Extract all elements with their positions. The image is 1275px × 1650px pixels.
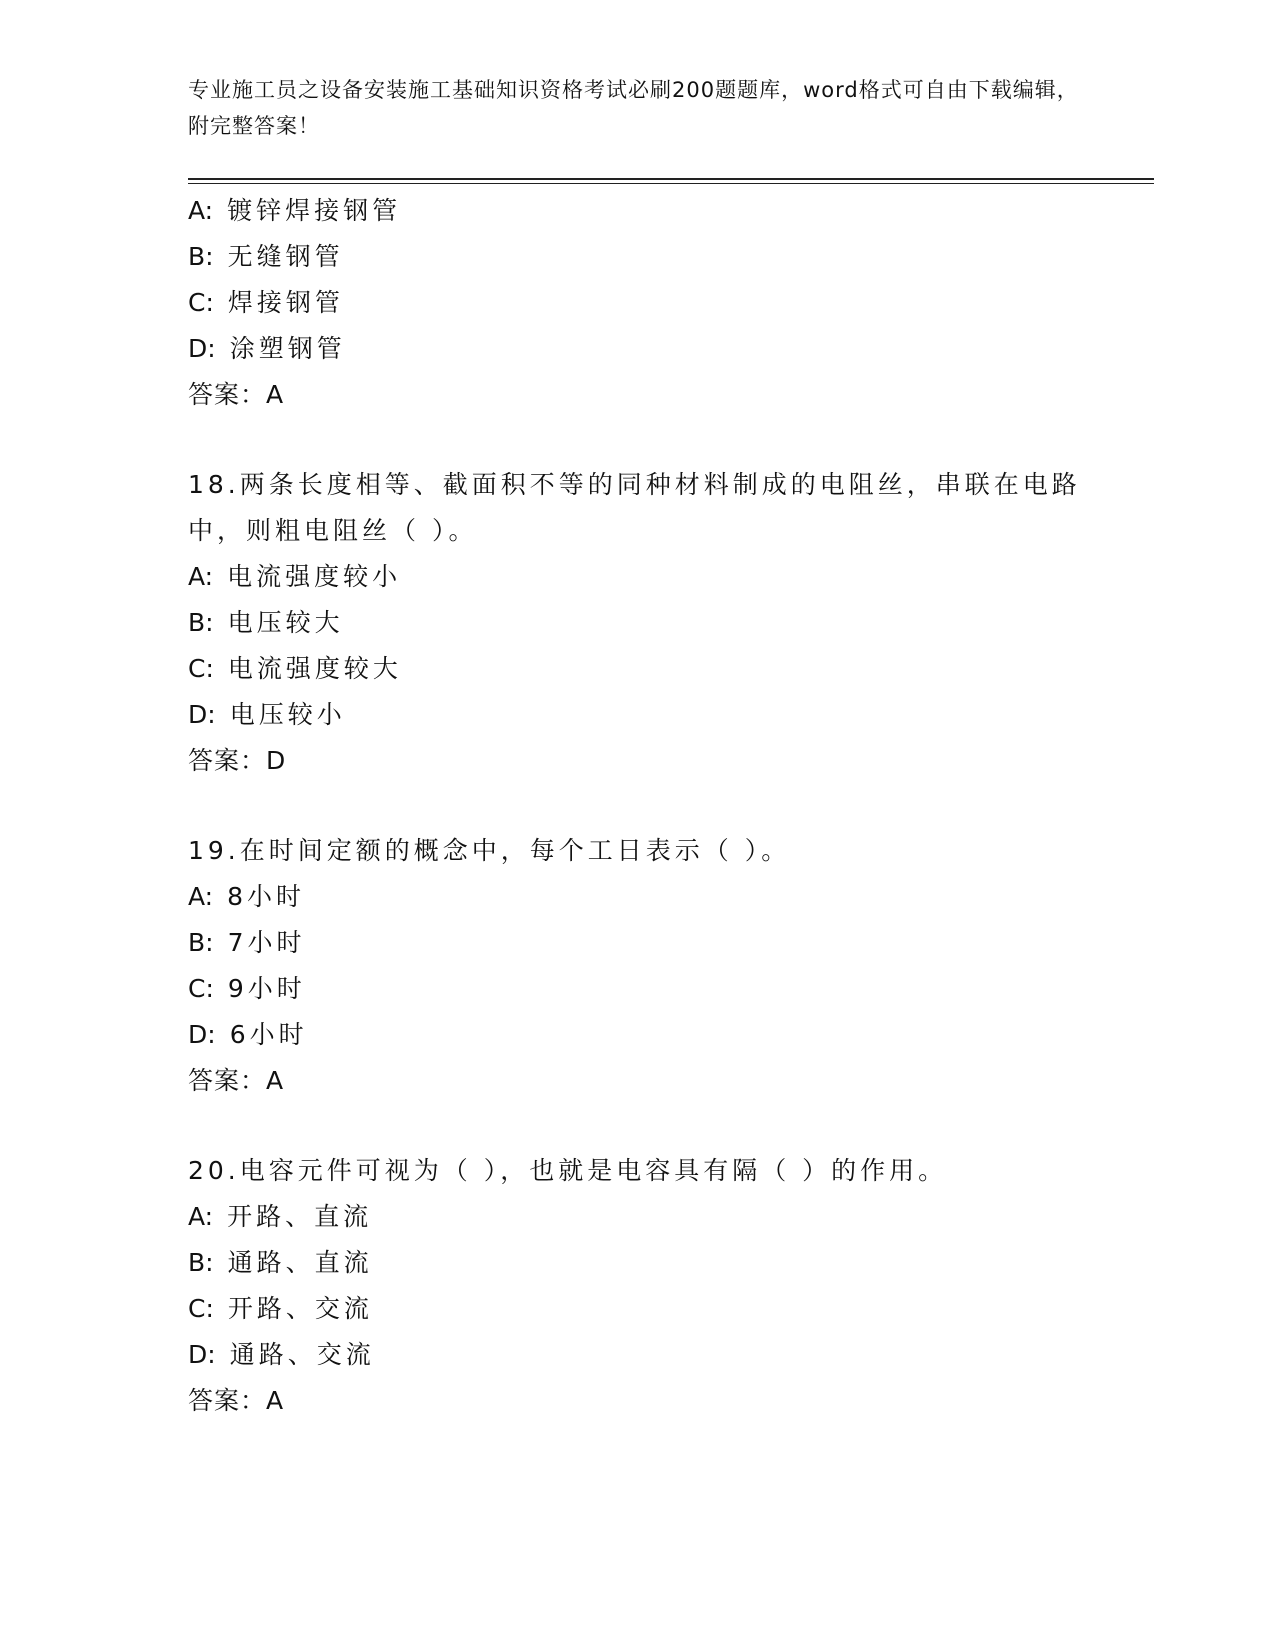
document-header: 专业施工员之设备安装施工基础知识资格考试必刷200题题库，word格式可自由下载编辑，附完整答案！ — [188, 78, 1079, 138]
question-17-continued — [188, 188, 1088, 418]
spacer — [188, 1104, 1088, 1148]
option-letter: A: — [188, 562, 214, 591]
question-18 — [188, 462, 1088, 784]
question-list — [188, 188, 1088, 1424]
option-letter: C: — [188, 974, 214, 1003]
option-letter: A: — [188, 1202, 214, 1231]
option-a — [188, 874, 1088, 920]
option-c — [188, 280, 1088, 326]
option-text: 6小时 — [229, 1020, 308, 1049]
option-letter: D: — [188, 334, 216, 363]
option-letter: D: — [188, 700, 216, 729]
option-letter: D: — [188, 1020, 216, 1049]
option-text: 开路、直流 — [227, 1202, 373, 1231]
option-d — [188, 692, 1088, 738]
option-text: 通路、直流 — [227, 1248, 373, 1277]
option-a — [188, 188, 1088, 234]
option-text: 开路、交流 — [227, 1294, 373, 1323]
option-letter: A: — [188, 882, 214, 911]
option-a — [188, 554, 1088, 600]
spacer — [188, 418, 1088, 462]
option-c — [188, 1286, 1088, 1332]
option-text: 通路、交流 — [229, 1340, 375, 1369]
answer-line: 答案：A — [188, 380, 285, 409]
option-text: 电流强度较小 — [227, 562, 402, 591]
header-divider-thick — [188, 178, 1154, 180]
question-stem: 19.在时间定额的概念中，每个工日表示（ ）。 — [188, 836, 791, 865]
option-letter: B: — [188, 608, 214, 637]
option-letter: A: — [188, 196, 214, 225]
option-text: 镀锌焊接钢管 — [227, 196, 402, 225]
option-text: 涂塑钢管 — [229, 334, 346, 363]
question-stem: 18.两条长度相等、截面积不等的同种材料制成的电阻丝，串联在电路中，则粗电阻丝（ ）。 — [188, 470, 1081, 545]
option-letter: B: — [188, 928, 214, 957]
option-d — [188, 1012, 1088, 1058]
option-text: 8小时 — [227, 882, 305, 911]
answer-line: 答案：A — [188, 1066, 285, 1095]
option-letter: C: — [188, 1294, 214, 1323]
option-c — [188, 646, 1088, 692]
header-divider-thin — [188, 183, 1154, 184]
option-letter: D: — [188, 1340, 216, 1369]
answer-line: 答案：D — [188, 746, 287, 775]
option-a — [188, 1194, 1088, 1240]
spacer — [188, 784, 1088, 828]
option-letter: B: — [188, 242, 214, 271]
option-text: 无缝钢管 — [227, 242, 344, 271]
option-c — [188, 966, 1088, 1012]
option-b — [188, 920, 1088, 966]
option-text: 焊接钢管 — [227, 288, 344, 317]
question-stem: 20.电容元件可视为（ ），也就是电容具有隔（ ）的作用。 — [188, 1156, 948, 1185]
option-b — [188, 234, 1088, 280]
option-letter: C: — [188, 654, 214, 683]
option-letter: B: — [188, 1248, 214, 1277]
option-d — [188, 1332, 1088, 1378]
option-d — [188, 326, 1088, 372]
question-20 — [188, 1148, 1088, 1424]
option-b — [188, 1240, 1088, 1286]
question-19 — [188, 828, 1088, 1104]
option-text: 电流强度较大 — [227, 654, 402, 683]
option-text: 电压较大 — [227, 608, 344, 637]
option-text: 电压较小 — [229, 700, 346, 729]
option-text: 7小时 — [227, 928, 306, 957]
option-text: 9小时 — [227, 974, 306, 1003]
answer-line: 答案：A — [188, 1386, 285, 1415]
option-b — [188, 600, 1088, 646]
option-letter: C: — [188, 288, 214, 317]
